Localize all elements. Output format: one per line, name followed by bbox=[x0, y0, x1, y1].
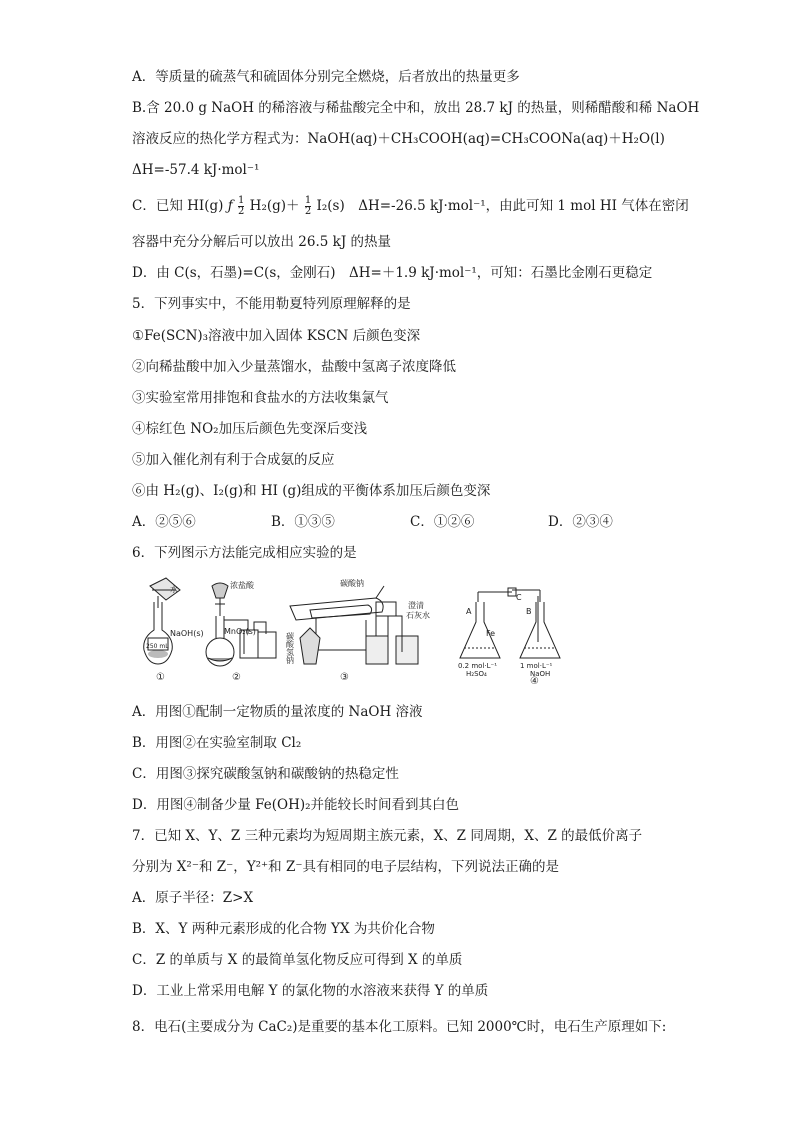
q7-option-b: B．X、Y 两种元素形成的化合物 YX 为共价化合物 bbox=[132, 921, 435, 937]
burner-icon bbox=[300, 628, 320, 664]
q5-stem: 5．下列事实中，不能用勒夏特列原理解释的是 bbox=[132, 296, 411, 312]
q4-option-a: A．等质量的硫蒸气和硫固体分别完全燃烧，后者放出的热量更多 bbox=[132, 69, 520, 85]
q4-option-b-line2: 溶液反应的热化学方程式为：NaOH(aq)＋CH₃COOH(aq)=CH₃COONa(aq)＋H₂O(l) bbox=[132, 131, 665, 147]
fig4-acid-conc-label: 0.2 mol·L⁻¹ bbox=[458, 662, 498, 670]
q4-option-c-f: ƒ bbox=[227, 198, 233, 214]
fig4-b-label: B bbox=[526, 607, 532, 616]
q5-item-4: ④棕红色 NO₂加压后颜色先变深后变浅 bbox=[132, 421, 368, 437]
q5-option-d: D．②③④ bbox=[548, 514, 613, 530]
q5-option-b: B．①③⑤ bbox=[271, 514, 335, 530]
q6-option-d: D．用图④制备少量 Fe(OH)₂并能较长时间看到其白色 bbox=[132, 797, 460, 813]
gas-bottle-icon bbox=[224, 620, 276, 658]
fig-number-2: ② bbox=[232, 672, 241, 683]
q6-option-b: B．用图②在实验室制取 Cl₂ bbox=[132, 735, 302, 751]
fig4-base-label: NaOH bbox=[530, 670, 551, 678]
fig1-flask-label: 250 mL bbox=[146, 643, 169, 650]
q7-stem-line2: 分别为 X²⁻和 Z⁻，Y²⁺和 Z⁻具有相同的电子层结构，下列说法正确的是 bbox=[132, 859, 559, 875]
fig4-c-label: C bbox=[516, 593, 522, 602]
q4-option-c-line1 bbox=[132, 196, 689, 217]
fig1-water-label: 水 bbox=[170, 585, 178, 594]
q5-item-5: ⑤加入催化剂有利于合成氨的反应 bbox=[132, 452, 335, 468]
separatory-funnel-icon bbox=[212, 583, 228, 616]
fig-number-3: ③ bbox=[340, 672, 349, 683]
fig2-hcl-label: 浓盐酸 bbox=[230, 581, 254, 590]
q4-option-b-line1: B.含 20.0 g NaOH 的稀溶液与稀盐酸完全中和，放出 28.7 kJ 的热量，则稀醋酸和稀 NaOH bbox=[132, 100, 700, 116]
q5-option-a: A．②⑤⑥ bbox=[132, 514, 196, 530]
q5-item-1: ①Fe(SCN)₃溶液中加入固体 KSCN 后颜色变深 bbox=[132, 328, 421, 344]
q6-option-a: A．用图①配制一定物质的量浓度的 NaOH 溶液 bbox=[132, 704, 423, 720]
q5-item-6: ⑥由 H₂(g)、I₂(g)和 HI (g)组成的平衡体系加压后颜色变深 bbox=[132, 483, 491, 499]
fig3-limewater-label-2: 石灰水 bbox=[406, 611, 430, 620]
q7-stem-line1: 7．已知 X、Y、Z 三种元素均为短周期主族元素，X、Z 同周期，X、Z 的最低价离子 bbox=[132, 828, 643, 844]
fig4-acid-label: H₂SO₄ bbox=[466, 670, 487, 678]
fig3-soda-label: 碳酸钠 bbox=[340, 579, 364, 588]
fig1-naoh-label: NaOH(s) bbox=[170, 629, 204, 638]
fig4-a-label: A bbox=[466, 607, 472, 616]
q6-apparatus-figure bbox=[140, 572, 570, 684]
q5-option-c: C．①②⑥ bbox=[410, 514, 475, 530]
volumetric-flask-icon bbox=[144, 602, 173, 664]
q7-option-c: C．Z 的单质与 X 的最简单氢化物反应可得到 X 的单质 bbox=[132, 952, 463, 968]
round-flask-icon bbox=[206, 616, 234, 666]
q4-option-c-post: I₂(s) ΔH=-26.5 kJ·mol⁻¹，由此可知 1 mol HI 气体在密闭 bbox=[316, 198, 689, 214]
q4-option-d: D．由 C(s，石墨)=C(s，金刚石) ΔH=＋1.9 kJ·mol⁻¹，可知：石墨比金刚石更稳定 bbox=[132, 265, 653, 281]
q4-option-c-pre: C．已知 HI(g) bbox=[132, 198, 224, 214]
fig-number-4: ④ bbox=[530, 676, 539, 684]
q6-option-c: C．用图③探究碳酸氢钠和碳酸钠的热稳定性 bbox=[132, 766, 399, 782]
q5-item-3: ③实验室常用排饱和食盐水的方法收集氯气 bbox=[132, 390, 389, 406]
fig3-limewater-label-1: 澄清 bbox=[408, 601, 424, 610]
fig4-fe-label: Fe bbox=[486, 629, 496, 638]
fraction-half-2: $\frac{1}{2}$ bbox=[304, 195, 312, 217]
q6-stem: 6．下列图示方法能完成相应实验的是 bbox=[132, 545, 357, 561]
q7-option-d: D．工业上常采用电解 Y 的氯化物的水溶液来获得 Y 的单质 bbox=[132, 983, 489, 999]
fig-number-1: ① bbox=[156, 672, 165, 683]
fraction-half-1: $\frac{1}{2}$ bbox=[238, 195, 245, 217]
q5-item-2: ②向稀盐酸中加入少量蒸馏水，盐酸中氢离子浓度降低 bbox=[132, 359, 456, 375]
fig4-base-conc-label: 1 mol·L⁻¹ bbox=[520, 662, 553, 670]
q4-option-b-line3: ΔH=-57.4 kJ·mol⁻¹ bbox=[132, 162, 260, 178]
erlenmeyer-flask-a-icon bbox=[460, 592, 512, 658]
fig2-mno2-label: MnO₂(s) bbox=[224, 627, 256, 636]
q4-option-c-line2: 容器中充分分解后可以放出 26.5 kJ 的热量 bbox=[132, 234, 392, 250]
q4-option-c-mid: H₂(g)＋ bbox=[249, 198, 300, 214]
fig3-bicarb-label: 碳酸氢钠 bbox=[285, 632, 295, 664]
q8-stem: 8．电石(主要成分为 CaC₂)是重要的基本化工原料。已知 2000℃时，电石生产原理如下: bbox=[132, 1019, 667, 1035]
q7-option-a: A．原子半径：Z>X bbox=[132, 890, 254, 906]
